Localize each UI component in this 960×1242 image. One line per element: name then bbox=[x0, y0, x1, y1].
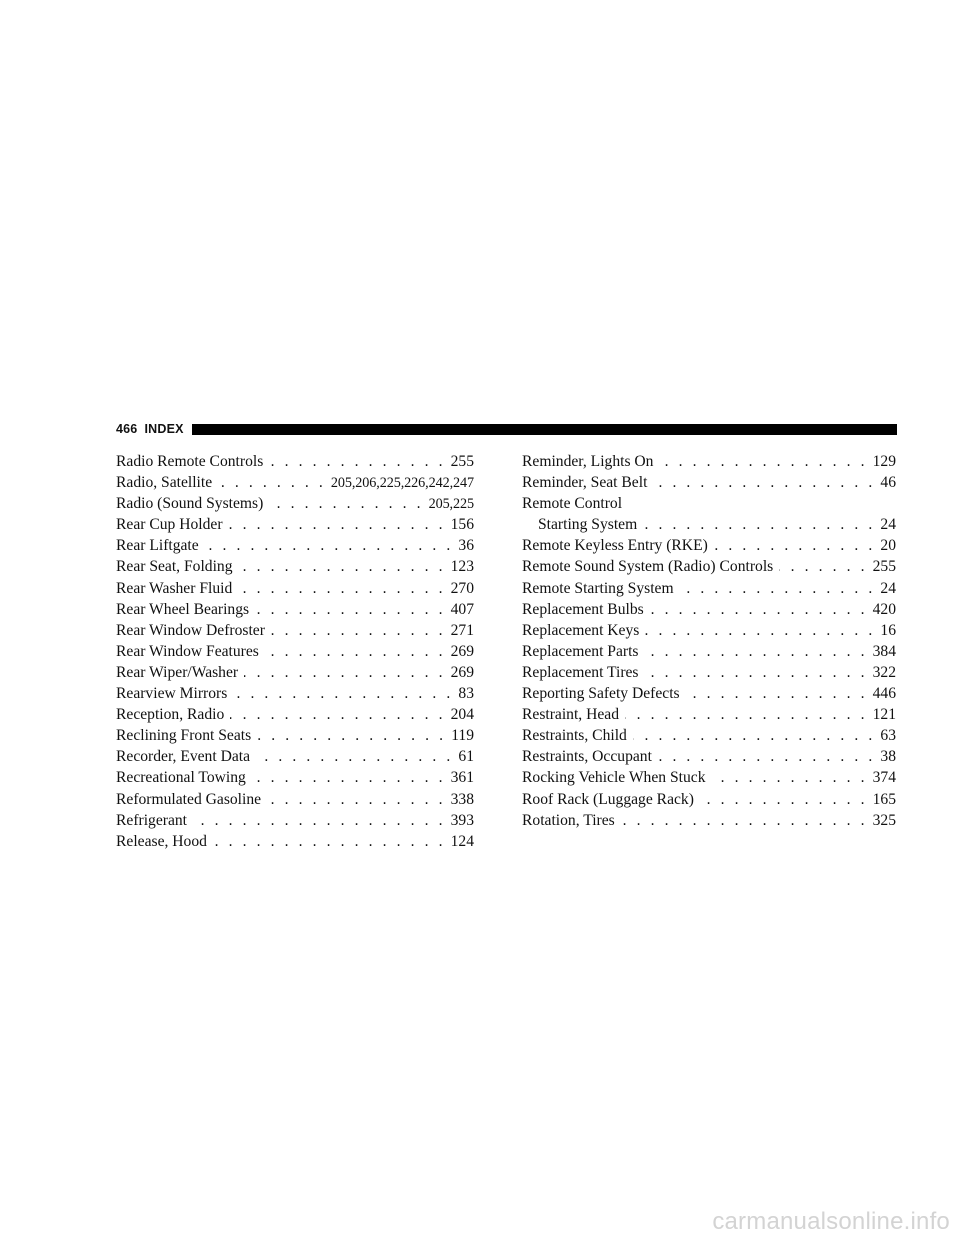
dot-leader bbox=[269, 493, 423, 514]
entry-page: 204 bbox=[450, 706, 474, 724]
entry-page: 374 bbox=[872, 769, 896, 787]
dot-leader bbox=[645, 662, 868, 683]
entry-page: 20 bbox=[880, 537, 896, 555]
index-entry bbox=[522, 767, 896, 788]
index-entry bbox=[116, 767, 474, 788]
dot-leader bbox=[650, 599, 868, 620]
entry-page: 205,206,225,226,242,247 bbox=[330, 475, 474, 492]
entry-label: Replacement Bulbs bbox=[522, 600, 644, 618]
index-entry bbox=[116, 556, 474, 577]
index-entry bbox=[522, 683, 896, 704]
entry-label: Rotation, Tires bbox=[522, 811, 615, 829]
entry-page: 407 bbox=[450, 600, 474, 618]
dot-leader bbox=[700, 789, 868, 810]
dot-leader bbox=[267, 789, 446, 810]
entry-label: Rearview Mirrors bbox=[116, 685, 228, 703]
entry-label: Recorder, Event Data bbox=[116, 748, 251, 766]
dot-leader bbox=[633, 725, 876, 746]
index-column-right bbox=[522, 451, 896, 831]
dot-leader bbox=[686, 683, 868, 704]
dot-leader bbox=[252, 767, 446, 788]
entry-label: Roof Rack (Luggage Rack) bbox=[522, 790, 694, 808]
dot-leader bbox=[653, 472, 875, 493]
dot-leader bbox=[229, 514, 446, 535]
index-entry bbox=[522, 746, 896, 767]
dot-leader bbox=[233, 683, 453, 704]
dot-leader bbox=[659, 451, 867, 472]
index-entry bbox=[116, 451, 474, 472]
index-entry bbox=[116, 789, 474, 810]
entry-label: Remote Control bbox=[522, 495, 623, 513]
dot-leader bbox=[621, 810, 868, 831]
dot-leader bbox=[643, 514, 875, 535]
index-entry bbox=[116, 599, 474, 620]
entry-page: 61 bbox=[458, 748, 474, 766]
entry-page: 322 bbox=[872, 663, 896, 681]
index-entry bbox=[116, 746, 474, 767]
entry-label: Release, Hood bbox=[116, 832, 207, 850]
entry-label: Reporting Safety Defects bbox=[522, 685, 680, 703]
index-entry bbox=[522, 641, 896, 662]
entry-label: Starting System bbox=[538, 516, 638, 534]
page-header bbox=[116, 418, 897, 440]
entry-page: 165 bbox=[872, 790, 896, 808]
dot-leader bbox=[257, 725, 446, 746]
entry-page: 36 bbox=[458, 537, 474, 555]
entry-label: Replacement Tires bbox=[522, 663, 639, 681]
entry-page: 270 bbox=[450, 579, 474, 597]
entry-label: Rear Cup Holder bbox=[116, 516, 223, 534]
entry-label: Rear Window Defroster bbox=[116, 621, 265, 639]
index-entry bbox=[522, 599, 896, 620]
entry-label: Reclining Front Seats bbox=[116, 727, 252, 745]
entry-page: 361 bbox=[450, 769, 474, 787]
header-rule bbox=[192, 424, 897, 435]
index-entry bbox=[522, 662, 896, 683]
entry-label: Rear Window Features bbox=[116, 642, 259, 660]
entry-label: Rear Wheel Bearings bbox=[116, 600, 250, 618]
dot-leader bbox=[714, 535, 876, 556]
entry-label: Remote Sound System (Radio) Controls bbox=[522, 558, 774, 576]
entry-label: Reformulated Gasoline bbox=[116, 790, 262, 808]
watermark: carmanualsonline.info bbox=[712, 1208, 950, 1235]
entry-page: 123 bbox=[450, 558, 474, 576]
index-entry bbox=[116, 810, 474, 831]
entry-page: 269 bbox=[450, 663, 474, 681]
index-entry bbox=[116, 620, 474, 641]
entry-page: 38 bbox=[880, 748, 896, 766]
dot-leader bbox=[712, 767, 868, 788]
index-entry bbox=[522, 789, 896, 810]
entry-label: Restraints, Occupant bbox=[522, 748, 652, 766]
entry-label: Rear Wiper/Washer bbox=[116, 663, 239, 681]
dot-leader bbox=[265, 641, 446, 662]
entry-page: 24 bbox=[880, 579, 896, 597]
entry-page: 121 bbox=[872, 706, 896, 724]
entry-label: Radio, Satellite bbox=[116, 474, 213, 492]
entry-page: 255 bbox=[872, 558, 896, 576]
entry-label: Replacement Keys bbox=[522, 621, 640, 639]
entry-label: Restraint, Head bbox=[522, 706, 619, 724]
entry-label: Reminder, Seat Belt bbox=[522, 474, 648, 492]
entry-page: 393 bbox=[450, 811, 474, 829]
entry-page: 16 bbox=[880, 621, 896, 639]
entry-page: 271 bbox=[450, 621, 474, 639]
index-entry bbox=[116, 514, 474, 535]
index-entry bbox=[116, 472, 474, 493]
index-entry bbox=[522, 556, 896, 577]
dot-leader bbox=[256, 746, 453, 767]
entry-page: 119 bbox=[451, 727, 474, 745]
index-entry bbox=[522, 704, 896, 725]
entry-page: 384 bbox=[872, 642, 896, 660]
entry-page: 63 bbox=[880, 727, 896, 745]
section-title: INDEX bbox=[144, 422, 184, 436]
entry-label: Rear Liftgate bbox=[116, 537, 199, 555]
index-entry bbox=[116, 493, 474, 514]
entry-label: Recreational Towing bbox=[116, 769, 246, 787]
index-subentry bbox=[522, 514, 896, 535]
index-entry bbox=[116, 535, 474, 556]
entry-page: 46 bbox=[880, 474, 896, 492]
dot-leader bbox=[680, 578, 876, 599]
entry-label: Reception, Radio bbox=[116, 706, 225, 724]
entry-page: 205,225 bbox=[428, 496, 474, 513]
dot-leader bbox=[244, 662, 446, 683]
entry-label: Restraints, Child bbox=[522, 727, 627, 745]
dot-leader bbox=[213, 831, 446, 852]
index-entry bbox=[116, 578, 474, 599]
index-entry bbox=[522, 725, 896, 746]
entry-page: 24 bbox=[880, 516, 896, 534]
entry-page: 338 bbox=[450, 790, 474, 808]
entry-page: 83 bbox=[458, 685, 474, 703]
index-entry bbox=[522, 620, 896, 641]
entry-label: Rear Seat, Folding bbox=[116, 558, 233, 576]
entry-label: Replacement Parts bbox=[522, 642, 639, 660]
dot-leader bbox=[644, 641, 867, 662]
index-entry bbox=[522, 810, 896, 831]
index-column-left bbox=[116, 451, 474, 852]
index-entry bbox=[116, 683, 474, 704]
dot-leader bbox=[255, 599, 446, 620]
dot-leader bbox=[625, 704, 868, 725]
index-heading bbox=[522, 493, 896, 514]
index-entry bbox=[522, 451, 896, 472]
index-entry bbox=[116, 831, 474, 852]
entry-page: 255 bbox=[450, 453, 474, 470]
dot-leader bbox=[205, 535, 454, 556]
entry-label: Rear Washer Fluid bbox=[116, 579, 233, 597]
index-entry bbox=[116, 725, 474, 746]
entry-label: Radio Remote Controls bbox=[116, 453, 264, 470]
entry-page: 156 bbox=[450, 516, 474, 534]
index-entry bbox=[522, 578, 896, 599]
dot-leader bbox=[193, 810, 446, 831]
entry-label: Rocking Vehicle When Stuck bbox=[522, 769, 706, 787]
dot-leader bbox=[645, 620, 875, 641]
dot-leader bbox=[658, 746, 875, 767]
page-number: 466 bbox=[116, 422, 138, 436]
entry-page: 269 bbox=[450, 642, 474, 660]
entry-label: Remote Starting System bbox=[522, 579, 674, 597]
index-entry bbox=[522, 535, 896, 556]
dot-leader bbox=[218, 472, 326, 493]
index-entry bbox=[116, 704, 474, 725]
dot-leader bbox=[238, 578, 445, 599]
index-entry bbox=[522, 472, 896, 493]
dot-leader bbox=[271, 620, 446, 641]
entry-page: 325 bbox=[872, 811, 896, 829]
entry-label: Remote Keyless Entry (RKE) bbox=[522, 537, 708, 555]
entry-page: 129 bbox=[872, 453, 896, 470]
entry-label: Radio (Sound Systems) bbox=[116, 495, 264, 513]
index-entry bbox=[116, 662, 474, 683]
dot-leader bbox=[779, 556, 867, 577]
dot-leader bbox=[230, 704, 445, 725]
dot-leader bbox=[239, 556, 446, 577]
entry-page: 124 bbox=[450, 832, 474, 850]
entry-label: Refrigerant bbox=[116, 811, 188, 829]
entry-page: 446 bbox=[872, 685, 896, 703]
entry-label: Reminder, Lights On bbox=[522, 453, 654, 470]
index-entry bbox=[116, 641, 474, 662]
entry-page: 420 bbox=[872, 600, 896, 618]
dot-leader bbox=[269, 451, 445, 472]
